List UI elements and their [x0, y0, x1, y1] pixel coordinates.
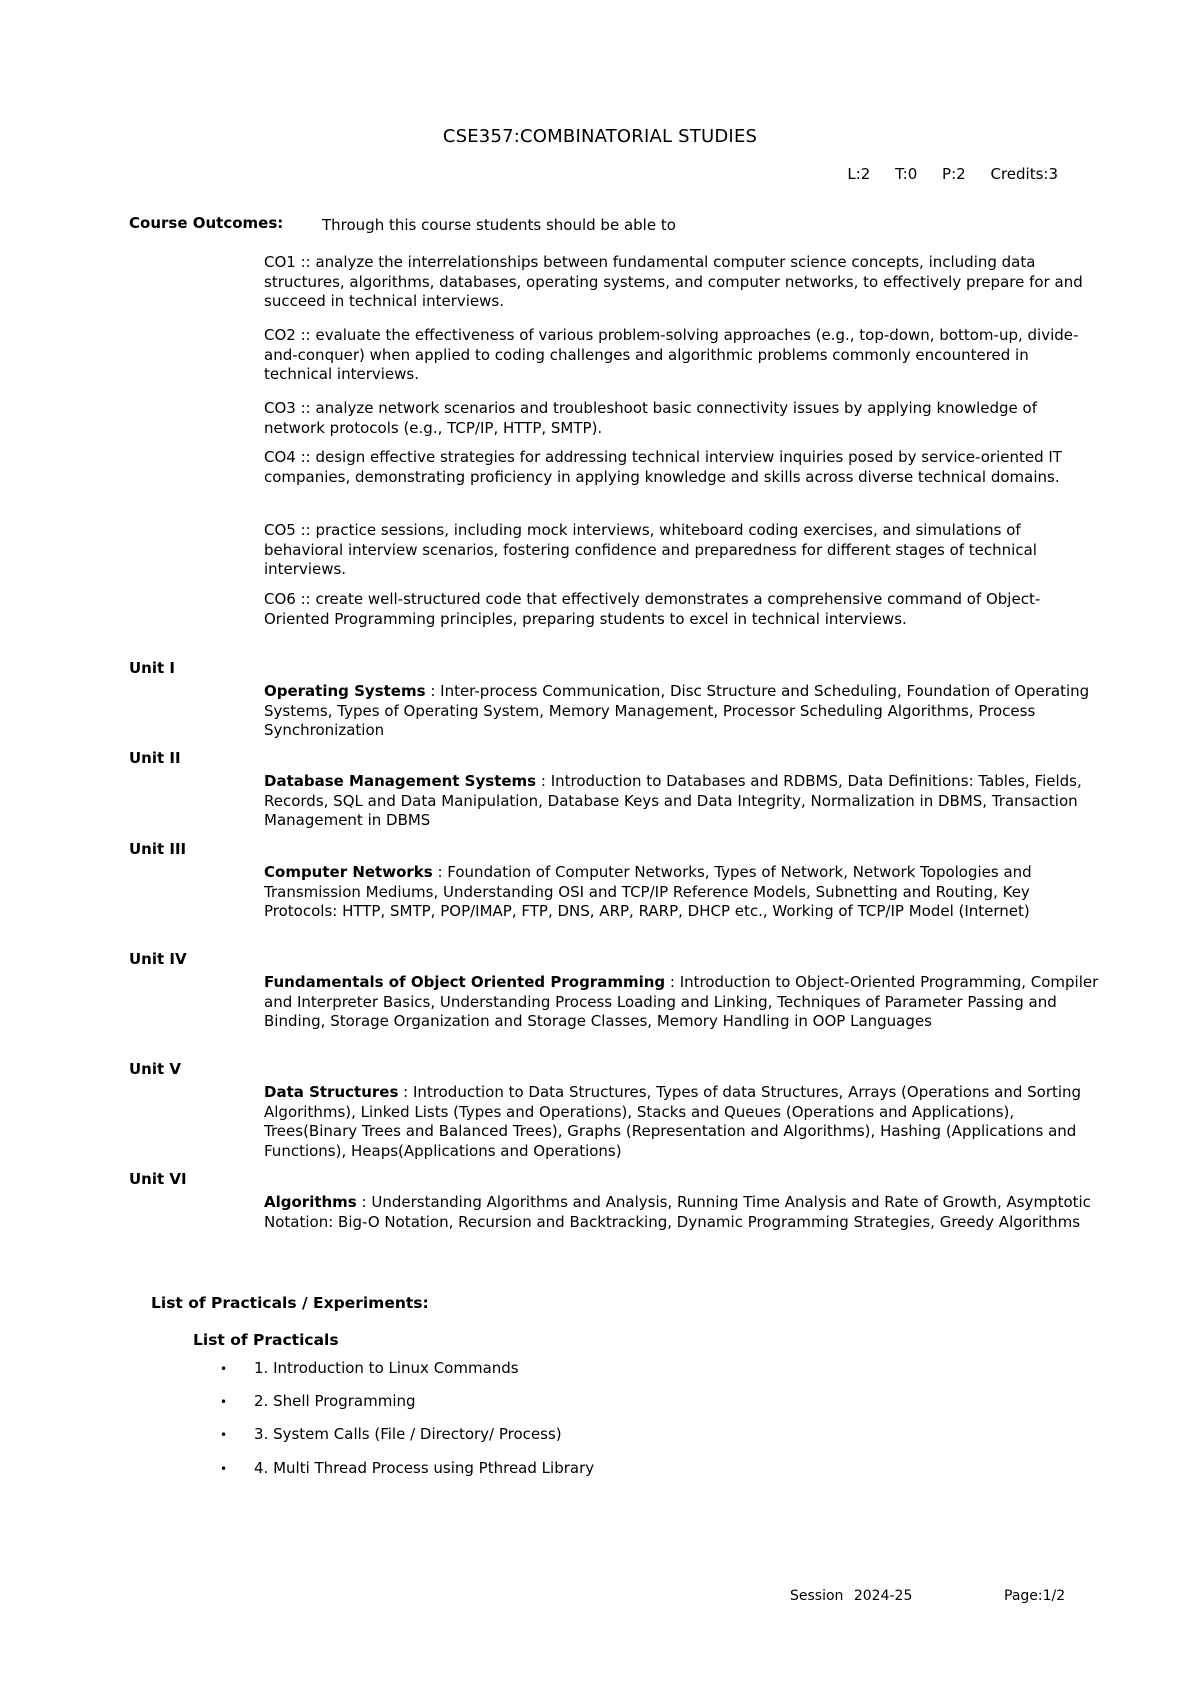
unit-3-separator: :	[432, 863, 448, 881]
bullet-icon: •	[220, 1428, 228, 1442]
practical-item-4	[220, 1459, 594, 1477]
footer-session: Session 2024-25	[790, 1588, 913, 1604]
unit-1-separator: :	[425, 682, 441, 700]
practical-item-label: 4. Multi Thread Process using Pthread Library	[254, 1459, 595, 1477]
unit-5-label: Unit V	[129, 1060, 182, 1078]
bullet-icon: •	[220, 1395, 228, 1409]
unit-2-text	[264, 772, 1104, 831]
unit-6-text	[264, 1193, 1104, 1232]
unit-2-topic: Database Management Systems	[264, 772, 537, 790]
unit-3-text	[264, 863, 1104, 922]
credit-structure	[833, 165, 1058, 183]
unit-1-text	[264, 682, 1104, 741]
unit-5-topic: Data Structures	[264, 1083, 399, 1101]
practicals-heading: List of Practicals / Experiments:	[151, 1294, 429, 1312]
practicals-subheading: List of Practicals	[193, 1331, 339, 1349]
practical-item-label: 1. Introduction to Linux Commands	[254, 1359, 519, 1377]
unit-4-separator: :	[665, 973, 680, 991]
unit-4-text	[264, 973, 1104, 1032]
course-outcome-3: CO3 :: analyze network scenarios and troubleshoot basic connectivity issues by applying knowledge of network protocols (e.g., TCP/IP, HTTP, SMTP).	[264, 399, 1037, 437]
unit-5-separator: :	[398, 1083, 413, 1101]
practical-item-label: 2. Shell Programming	[254, 1392, 416, 1410]
unit-6-separator: :	[356, 1193, 372, 1211]
practical-hours: P:2	[942, 165, 966, 183]
course-outcome-1: CO1 :: analyze the interrelationships between fundamental computer science concepts, including data structures, algorithms, databases, operating systems, and computer networks, to effectively prepare for and succeed in technical interviews.	[264, 253, 1083, 311]
unit-6-content: Understanding Algorithms and Analysis, Running Time Analysis and Rate of Growth, Asymptotic Notation: Big-O Notation, Recursion and Backtracking, Dynamic Programming Strategies, Greedy Algorithms	[264, 1193, 1091, 1231]
credits: Credits:3	[990, 165, 1058, 183]
practical-item-label: 3. System Calls (File / Directory/ Process)	[254, 1425, 562, 1443]
unit-3-topic: Computer Networks	[264, 863, 433, 881]
tutorial-hours: T:0	[895, 165, 918, 183]
course-outcomes-label: Course Outcomes:	[129, 214, 284, 232]
unit-5-content: Introduction to Data Structures, Types of data Structures, Arrays (Operations and Sorting Algorithms), Linked Lists (Types and Operations), Stacks and Queues (Operations and Applications), Trees(Binary Trees and Balanced Trees), Graphs (Representation and Algorithms), Hashing (Applications and Functions), Heaps(Applications and Operations)	[264, 1083, 1082, 1161]
unit-3-label: Unit III	[129, 840, 187, 858]
bullet-icon: •	[220, 1462, 228, 1476]
unit-2-content: Introduction to Databases and RDBMS, Data Definitions: Tables, Fields, Records, SQL and Data Manipulation, Database Keys and Data Integrity, Normalization in DBMS, Transaction Management in DBMS	[264, 772, 1082, 830]
course-outcome-6: CO6 :: create well-structured code that effectively demonstrates a comprehensive command of Object-Oriented Programming principles, preparing students to excel in technical interviews.	[264, 590, 1041, 628]
practical-item-2	[220, 1392, 416, 1410]
course-title: CSE357:COMBINATORIAL STUDIES	[442, 126, 758, 147]
unit-2-label: Unit II	[129, 749, 181, 767]
unit-5-text	[264, 1083, 1104, 1162]
unit-4-content: Introduction to Object-Oriented Programming, Compiler and Interpreter Basics, Understanding Process Loading and Linking, Techniques of Parameter Passing and Binding, Storage Organization and Storage Classes, Memory Handling in OOP Languages	[264, 973, 1099, 1031]
practical-item-1	[220, 1359, 519, 1377]
unit-6-topic: Algorithms	[264, 1193, 357, 1211]
course-outcome-5: CO5 :: practice sessions, including mock interviews, whiteboard coding exercises, and simulations of behavioral interview scenarios, fostering confidence and preparedness for different stages of technical interviews.	[264, 521, 1037, 579]
unit-1-label: Unit I	[129, 659, 175, 677]
course-outcome-2: CO2 :: evaluate the effectiveness of various problem-solving approaches (e.g., top-down, bottom-up, divide-and-conquer) when applied to coding challenges and algorithmic problems commonly encountered in technical interviews.	[264, 326, 1079, 384]
bullet-icon: •	[220, 1362, 228, 1376]
unit-1-topic: Operating Systems	[264, 682, 426, 700]
lecture-hours: L:2	[847, 165, 871, 183]
course-outcomes-intro: Through this course students should be able to	[322, 216, 676, 234]
footer-page-number: Page:1/2	[1004, 1588, 1066, 1604]
practical-item-3	[220, 1425, 562, 1443]
unit-6-label: Unit VI	[129, 1170, 187, 1188]
unit-1-content: Inter-process Communication, Disc Structure and Scheduling, Foundation of Operating Systems, Types of Operating System, Memory Management, Processor Scheduling Algorithms, Process Synchronization	[264, 682, 1090, 740]
unit-3-content: Foundation of Computer Networks, Types of Network, Network Topologies and Transmission Mediums, Understanding OSI and TCP/IP Reference Models, Subnetting and Routing, Key Protocols: HTTP, SMTP, POP/IMAP, FTP, DNS, ARP, RARP, DHCP etc., Working of TCP/IP Model (Internet)	[264, 863, 1032, 921]
unit-4-label: Unit IV	[129, 950, 187, 968]
unit-2-separator: :	[536, 772, 551, 790]
unit-4-topic: Fundamentals of Object Oriented Programming	[264, 973, 666, 991]
course-outcome-4: CO4 :: design effective strategies for addressing technical interview inquiries posed by service-oriented IT companies, demonstrating proficiency in applying knowledge and skills across diverse technical domains.	[264, 448, 1062, 486]
